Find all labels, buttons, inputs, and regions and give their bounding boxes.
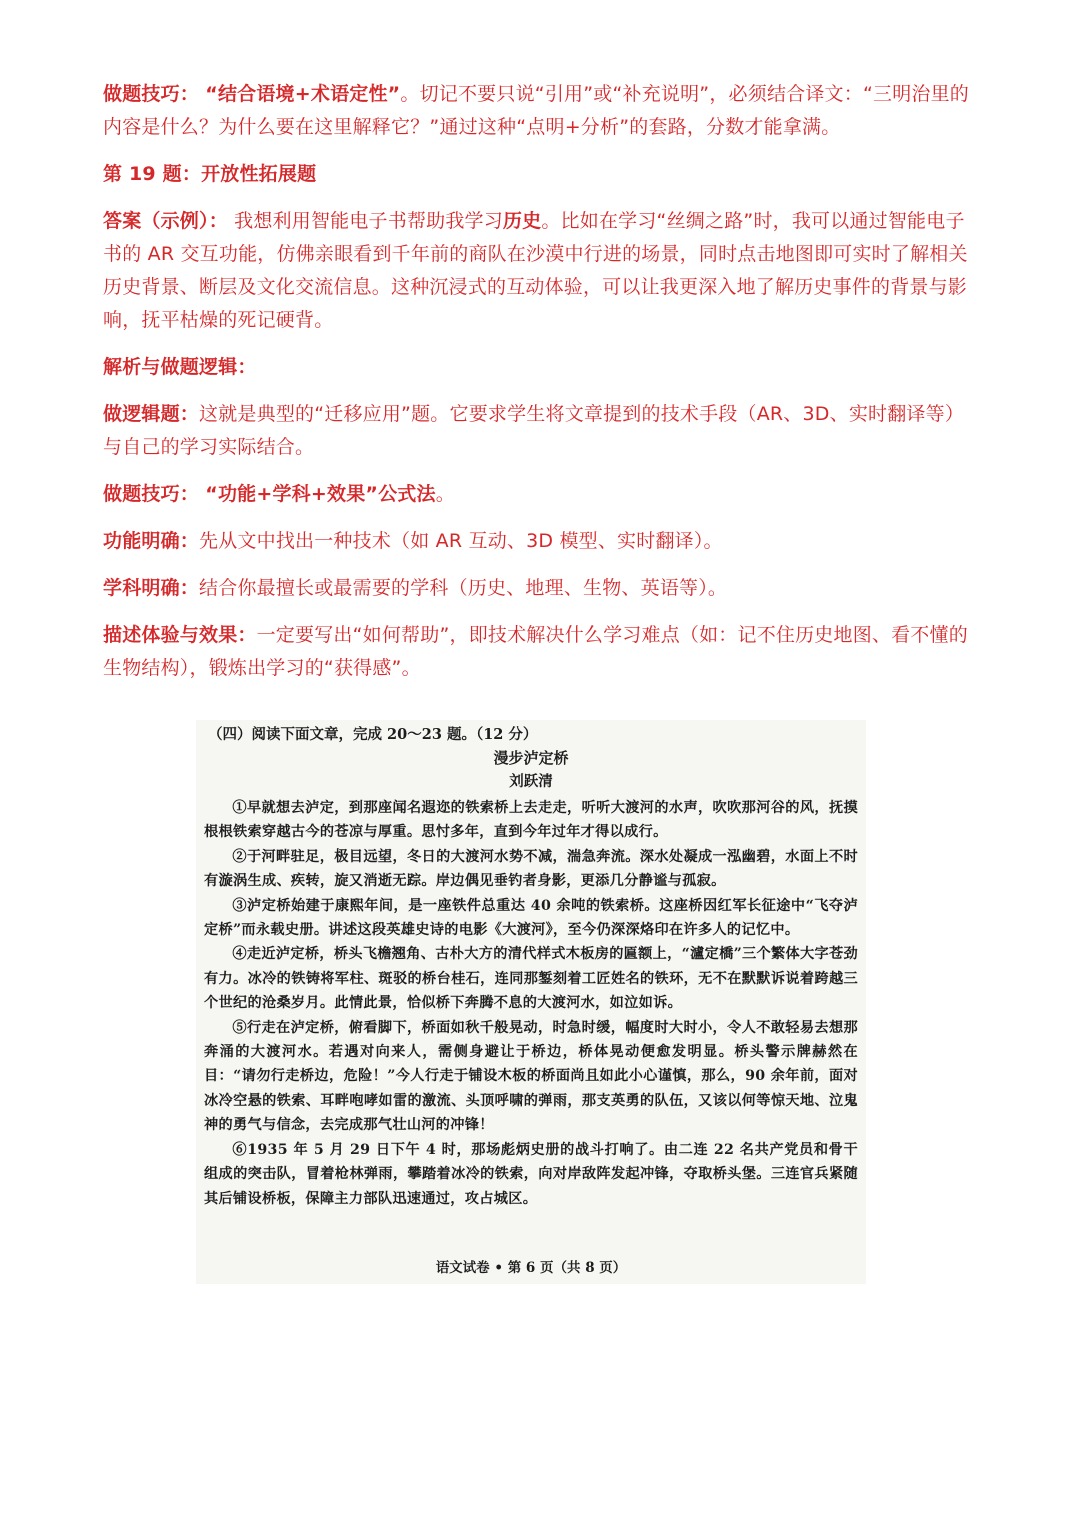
reading-section-heading: （四）阅读下面文章，完成 20～23 题。（12 分） — [208, 726, 538, 743]
tip1-paragraph — [103, 78, 983, 144]
article-paragraph-2: ②于河畔驻足，极目远望，冬日的大渡河水势不减，湍急奔流。深水处凝成一泓幽碧，水面上不时有漩涡生成、疾转，旋又消逝无踪。岸边偶见垂钓者身影，更添几分静谧与孤寂。 — [204, 848, 858, 890]
function-paragraph — [103, 525, 983, 558]
article-paragraph-3: ③泸定桥始建于康熙年间，是一座铁件总重达 40 余吨的铁索桥。这座桥因红军长征途中“飞夺泸定桥”而永载史册。讲述这段英雄史诗的电影《大渡河》，至今仍深深烙印在许多人的记忆中。 — [204, 897, 858, 939]
tip1-highlight: “结合语境+术语定性” — [205, 83, 401, 105]
logic-label: 做逻辑题： — [103, 403, 200, 425]
tip1-label: 做题技巧： — [103, 83, 200, 105]
article-author: 刘跃清 — [509, 773, 553, 790]
tip2-highlight: “功能+学科+效果”公式法 — [205, 483, 436, 505]
analysis-heading: 解析与做题逻辑： — [103, 356, 257, 378]
answer-analysis-section — [103, 78, 983, 699]
logic-text: 这就是典型的“迁移应用”题。它要求学生将文章提到的技术手段（AR、3D、实时翻译等）与自己的学习实际结合。 — [103, 403, 965, 458]
answer-label: 答案（示例）： — [103, 210, 228, 232]
function-label: 功能明确： — [103, 530, 200, 552]
answer-bold: 历史 — [502, 210, 542, 232]
function-text: 先从文中找出一种技术（如 AR 互动、3D 模型、实时翻译）。 — [199, 530, 723, 552]
article-title: 漫步泸定桥 — [493, 749, 569, 767]
article-paragraph-6: ⑥1935 年 5 月 29 日下午 4 时，那场彪炳史册的战斗打响了。由二连 22 名共产党员和骨干组成的突击队，冒着枪林弹雨，攀踏着冰冷的铁索，向对岸敌阵发起冲锋，夺取桥头堡。三连官兵紧随其后铺设桥板，保障主力部队迅速通过，攻占城区。 — [204, 1141, 858, 1207]
q19-heading: 第 19 题：开放性拓展题 — [103, 163, 317, 185]
tip2-text: 。 — [435, 483, 455, 505]
logic-paragraph — [103, 398, 983, 464]
effect-text: 一定要写出“如何帮助”，即技术解决什么学习难点（如：记不住历史地图、看不懂的生物结构），锻炼出学习的“获得感”。 — [103, 624, 968, 679]
subject-paragraph — [103, 572, 983, 605]
subject-text: 结合你最擅长或最需要的学科（历史、地理、生物、英语等）。 — [199, 577, 728, 599]
answer-text-1: 我想利用智能电子书帮助我学习 — [227, 210, 503, 232]
article-paragraph-4: ④走近泸定桥，桥头飞檐翘角、古朴大方的清代样式木板房的匾额上，“瀘定橋”三个繁体大字苍劲有力。冰冷的铁铸将军柱、斑驳的桥台桂石，连同那錾刻着工匠姓名的铁环，无不在默默诉说着跨越三个世纪的沧桑岁月。此情此景，恰似桥下奔腾不息的大渡河水，如泣如诉。 — [204, 946, 858, 1012]
tip2-paragraph — [103, 478, 983, 511]
scanned-exam-page — [196, 720, 866, 1284]
article-paragraph-5: ⑤行走在泸定桥，俯看脚下，桥面如秋千般晃动，时急时缓，幅度时大时小，令人不敢轻易去想那奔涌的大渡河水。若遇对向来人，需侧身避让于桥边，桥体晃动便愈发明显。桥头警示牌赫然在目：“请勿行走桥边，危险！”今人行走于铺设木板的桥面尚且如此小心谨慎，那么，90 余年前，面对冰冷空悬的铁索、耳畔咆哮如雷的激流、头顶呼啸的弹雨，那支英勇的队伍，又该以何等惊天地、泣鬼神的勇气与信念，去完成那气壮山河的冲锋！ — [204, 1019, 858, 1134]
tip1-text: 。切记不要只说“引用”或“补充说明”，必须结合译文：“三明治里的内容是什么？为什么要在这里解释它？”通过这种“点明+分析”的套路，分数才能拿满。 — [103, 83, 969, 138]
tip2-label: 做题技巧： — [103, 483, 200, 505]
effect-label: 描述体验与效果： — [103, 624, 257, 646]
article-paragraph-1: ①早就想去泸定，到那座闻名遐迩的铁索桥上去走走，听听大渡河的水声，吹吹那河谷的风，抚摸根根铁索穿越古今的苍凉与厚重。思忖多年，直到今年过年才得以成行。 — [204, 800, 858, 841]
answer-text-2: 。比如在学习“丝绸之路”时，我可以通过智能电子书的 AR 交互功能，仿佛亲眼看到千年前的商队在沙漠中行进的场景，同时点击地图即可实时了解相关历史背景、断层及文化交流信息。这种沉浸式的互动体验，可以让我更深入地了解历史事件的背景与影响，抚平枯燥的死记硬背。 — [103, 210, 968, 331]
exam-page-footer: 语文试卷 • 第 6 页（共 8 页） — [435, 1260, 627, 1276]
effect-paragraph — [103, 619, 983, 685]
answer-paragraph — [103, 205, 983, 337]
scanned-exam-content — [204, 724, 858, 1211]
subject-label: 学科明确： — [103, 577, 200, 599]
